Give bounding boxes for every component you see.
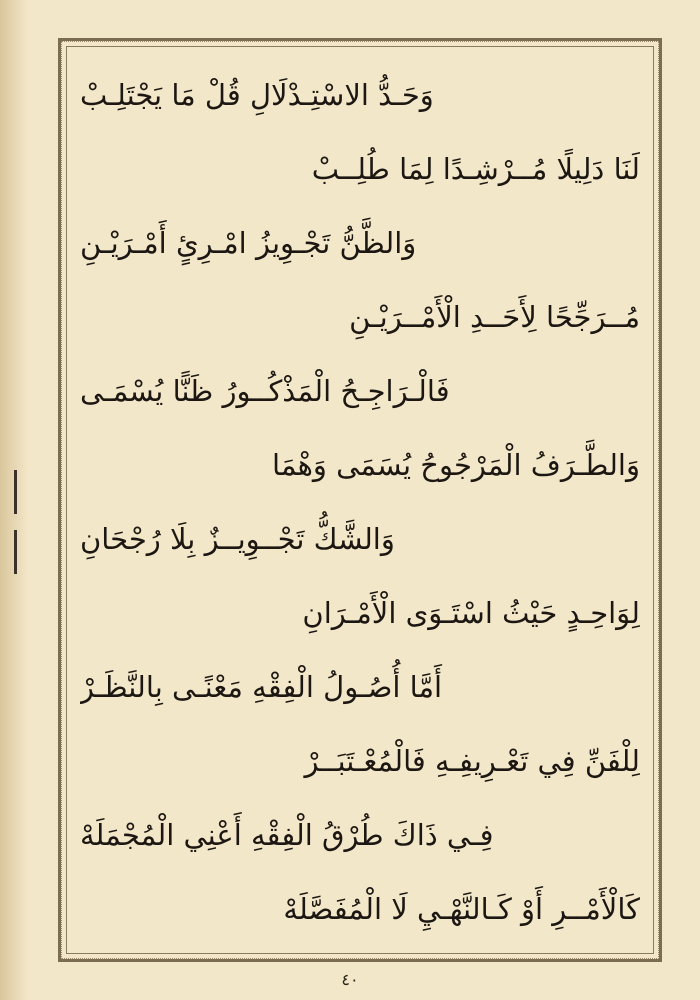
verse-line-6: وَالطَّـرَفُ الْمَرْجُوحُ يُسَمَى وَهْمَا [272,448,640,482]
page-number: ٤٠ [341,970,359,989]
binding-mark-top [14,470,17,514]
verse-line-9: أَمَّا أُصُـولُ الْفِقْهِ مَعْنًـى بِالنَّظَـرْ [80,670,443,704]
verse-line-10: لِلْفَنِّ فِي تَعْـرِيفِـهِ فَالْمُعْـتَبَــرْ [304,744,640,778]
verse-line-2: لَنَا دَلِيلًا مُــرْشِـدًا لِمَا طُلِــبْ [311,152,640,186]
binding-mark-bottom [14,530,17,574]
verse-line-11: فِـي ذَاكَ طُرْقُ الْفِقْهِ أَعْنِي الْمُجْمَلَهْ [80,818,494,852]
verse-line-12: كَالْأَمْــرِ أَوْ كَـالنَّهْـيِ لَا الْمُفَصَّلَهْ [283,892,640,926]
verse-line-8: لِوَاحِـدٍ حَيْثُ اسْتَـوَى الْأَمْـرَانِ [302,596,640,630]
poem-text-block [80,58,640,946]
verse-line-4: مُــرَجِّحًا لِأَحَــدِ الْأَمْــرَيْـنِ [349,300,640,334]
verse-line-1: وَحَـدُّ الاسْتِـدْلَالِ قُلْ مَا يَجْتَلِـبْ [80,78,434,112]
verse-line-5: فَالْـرَاجِـحُ الْمَذْكُــورُ ظَنًّا يُسْمَـى [80,374,450,408]
verse-line-3: وَالظَّنُّ تَجْـوِيزُ امْـرِئٍ أَمْـرَيْـنِ [80,226,417,260]
verse-line-7: وَالشَّكُّ تَجْــوِيــزٌ بِلَا رُجْحَانِ [80,522,395,556]
